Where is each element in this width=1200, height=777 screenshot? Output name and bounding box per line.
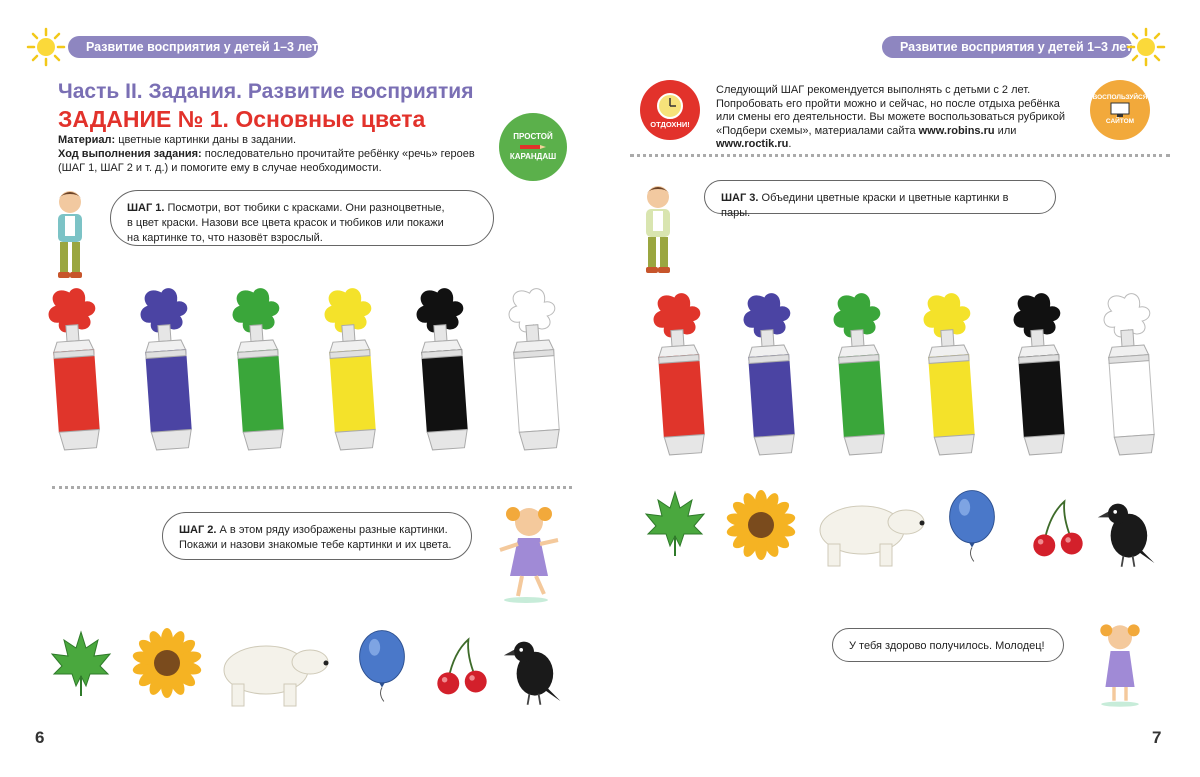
paint-tube [39, 283, 111, 457]
roctik-link[interactable]: www.roctik.ru [716, 138, 789, 150]
step3-label: ШАГ 3. [721, 192, 759, 204]
balloon-picture [354, 626, 410, 711]
paint-tube [824, 288, 896, 462]
website-badge [1090, 80, 1150, 140]
header-title: Развитие восприятия у детей 1–3 лет [900, 40, 1133, 54]
white-paint-tube [499, 283, 571, 457]
clock-icon [656, 92, 684, 120]
sunflower-picture [132, 628, 202, 703]
header-band [882, 36, 1132, 58]
green-paint-tube [223, 283, 295, 457]
step1-label: ШАГ 1. [127, 202, 165, 214]
intro-text [716, 84, 1091, 152]
paint-tube [131, 283, 203, 457]
black-paint-tube [1004, 288, 1076, 462]
step3-bubble [704, 180, 1056, 219]
paint-tube [499, 283, 571, 457]
paint-tube [1004, 288, 1076, 462]
header-band [68, 36, 318, 58]
dotted-divider [52, 486, 572, 489]
step2-text: А в этом ряду изображены разные картинки. [216, 524, 448, 536]
process-text-2: (ШАГ 1, ШАГ 2 и т. д.) и помогите ему в случае необходимости. [58, 162, 382, 174]
crow-picture [502, 632, 566, 713]
cherries-picture [1026, 496, 1090, 565]
paint-tube [407, 283, 479, 457]
header-title: Развитие восприятия у детей 1–3 лет [86, 40, 319, 54]
cherries-picture [430, 634, 494, 703]
website-badge-top: ВОСПОЛЬЗУЙСЯ [1092, 94, 1148, 101]
intro-line-3: или смены его деятельности. Вы можете воспользоваться рубрикой [716, 111, 1066, 123]
intro-line-4-text: «Подбери схемы», материалами сайта [716, 124, 919, 137]
step2-bubble [162, 512, 472, 560]
polar-bear-picture [214, 630, 334, 715]
step1-text-3: на картинке то, что назовёт взрослый. [127, 232, 323, 244]
boy-character [636, 178, 680, 284]
process-label: Ход выполнения задания: [58, 148, 202, 160]
badge-top-text: ПРОСТОЙ [513, 132, 553, 141]
step3-text: Объедини цветные краски и цветные картинки в пары. [721, 192, 1009, 219]
praise-bubble [832, 628, 1064, 662]
intro-line-1: Следующий ШАГ рекомендуется выполнять с детьми с 2 лет. [716, 84, 1031, 96]
green-paint-tube [824, 288, 896, 462]
dotted-divider [630, 154, 1170, 157]
rest-badge-text: ОТДОХНИ! [650, 119, 690, 129]
rest-badge [640, 80, 700, 140]
paint-tube [644, 288, 716, 462]
step2-label: ШАГ 2. [179, 524, 217, 536]
red-paint-tube [39, 283, 111, 457]
part-title: Часть II. Задания. Развитие восприятия [58, 80, 474, 103]
computer-icon [1109, 102, 1131, 118]
crow-picture [1096, 494, 1160, 575]
website-badge-bottom: САЙТОМ [1105, 118, 1135, 125]
paint-tube [734, 288, 806, 462]
girl-character [494, 500, 564, 604]
page-number: 7 [1152, 728, 1162, 747]
intro-line-2: Попробовать его пройти можно и сейчас, но после отдыха ребёнка [716, 97, 1060, 110]
process-line [58, 147, 475, 161]
paint-tube [315, 283, 387, 457]
girl-character [1090, 608, 1150, 718]
yellow-paint-tube [315, 283, 387, 457]
blue-paint-tube [131, 283, 203, 457]
yellow-paint-tube [914, 288, 986, 462]
paint-tube [914, 288, 986, 462]
sun-icon [26, 27, 66, 67]
task-title: ЗАДАНИЕ № 1. Основные цвета [58, 106, 426, 132]
red-paint-tube [644, 288, 716, 462]
material-text: цветные картинки даны в задании. [115, 134, 297, 146]
sunflower-picture [726, 490, 796, 565]
page-number: 6 [35, 728, 45, 747]
badge-bottom-text: КАРАНДАШ [509, 152, 557, 161]
boy-character [48, 188, 92, 284]
paint-tube [223, 283, 295, 457]
process-text: последовательно прочитайте ребёнку «речь» героев [201, 148, 475, 160]
paint-tube [1094, 288, 1166, 462]
material-label: Материал: [58, 134, 116, 146]
white-paint-tube [1094, 288, 1166, 462]
sun-icon [1126, 27, 1166, 67]
blue-paint-tube [734, 288, 806, 462]
black-paint-tube [407, 283, 479, 457]
intro-or: или [994, 124, 1017, 137]
robins-link[interactable]: www.robins.ru [918, 124, 995, 137]
maple-leaf-picture [640, 488, 710, 563]
process-line-2 [58, 161, 382, 175]
step1-bubble [110, 190, 494, 246]
intro-dot: . [788, 138, 792, 150]
pencil-icon [518, 142, 548, 152]
step2-text-2: Покажи и назови знакомые тебе картинки и их цвета. [179, 539, 452, 551]
maple-leaf-picture [46, 628, 116, 703]
balloon-picture [944, 486, 1000, 571]
step1-text: Посмотри, вот тюбики с красками. Они разноцветные, [164, 202, 445, 214]
polar-bear-picture [810, 490, 930, 575]
material-line [58, 133, 296, 147]
praise-text: У тебя здорово получилось. Молодец! [849, 640, 1045, 652]
step1-text-2: в цвет краски. Назови все цвета красок и тюбиков или покажи [127, 217, 444, 229]
right-page [600, 0, 1200, 777]
simple-pencil-badge [499, 113, 567, 181]
intro-line-4 [716, 125, 1091, 152]
